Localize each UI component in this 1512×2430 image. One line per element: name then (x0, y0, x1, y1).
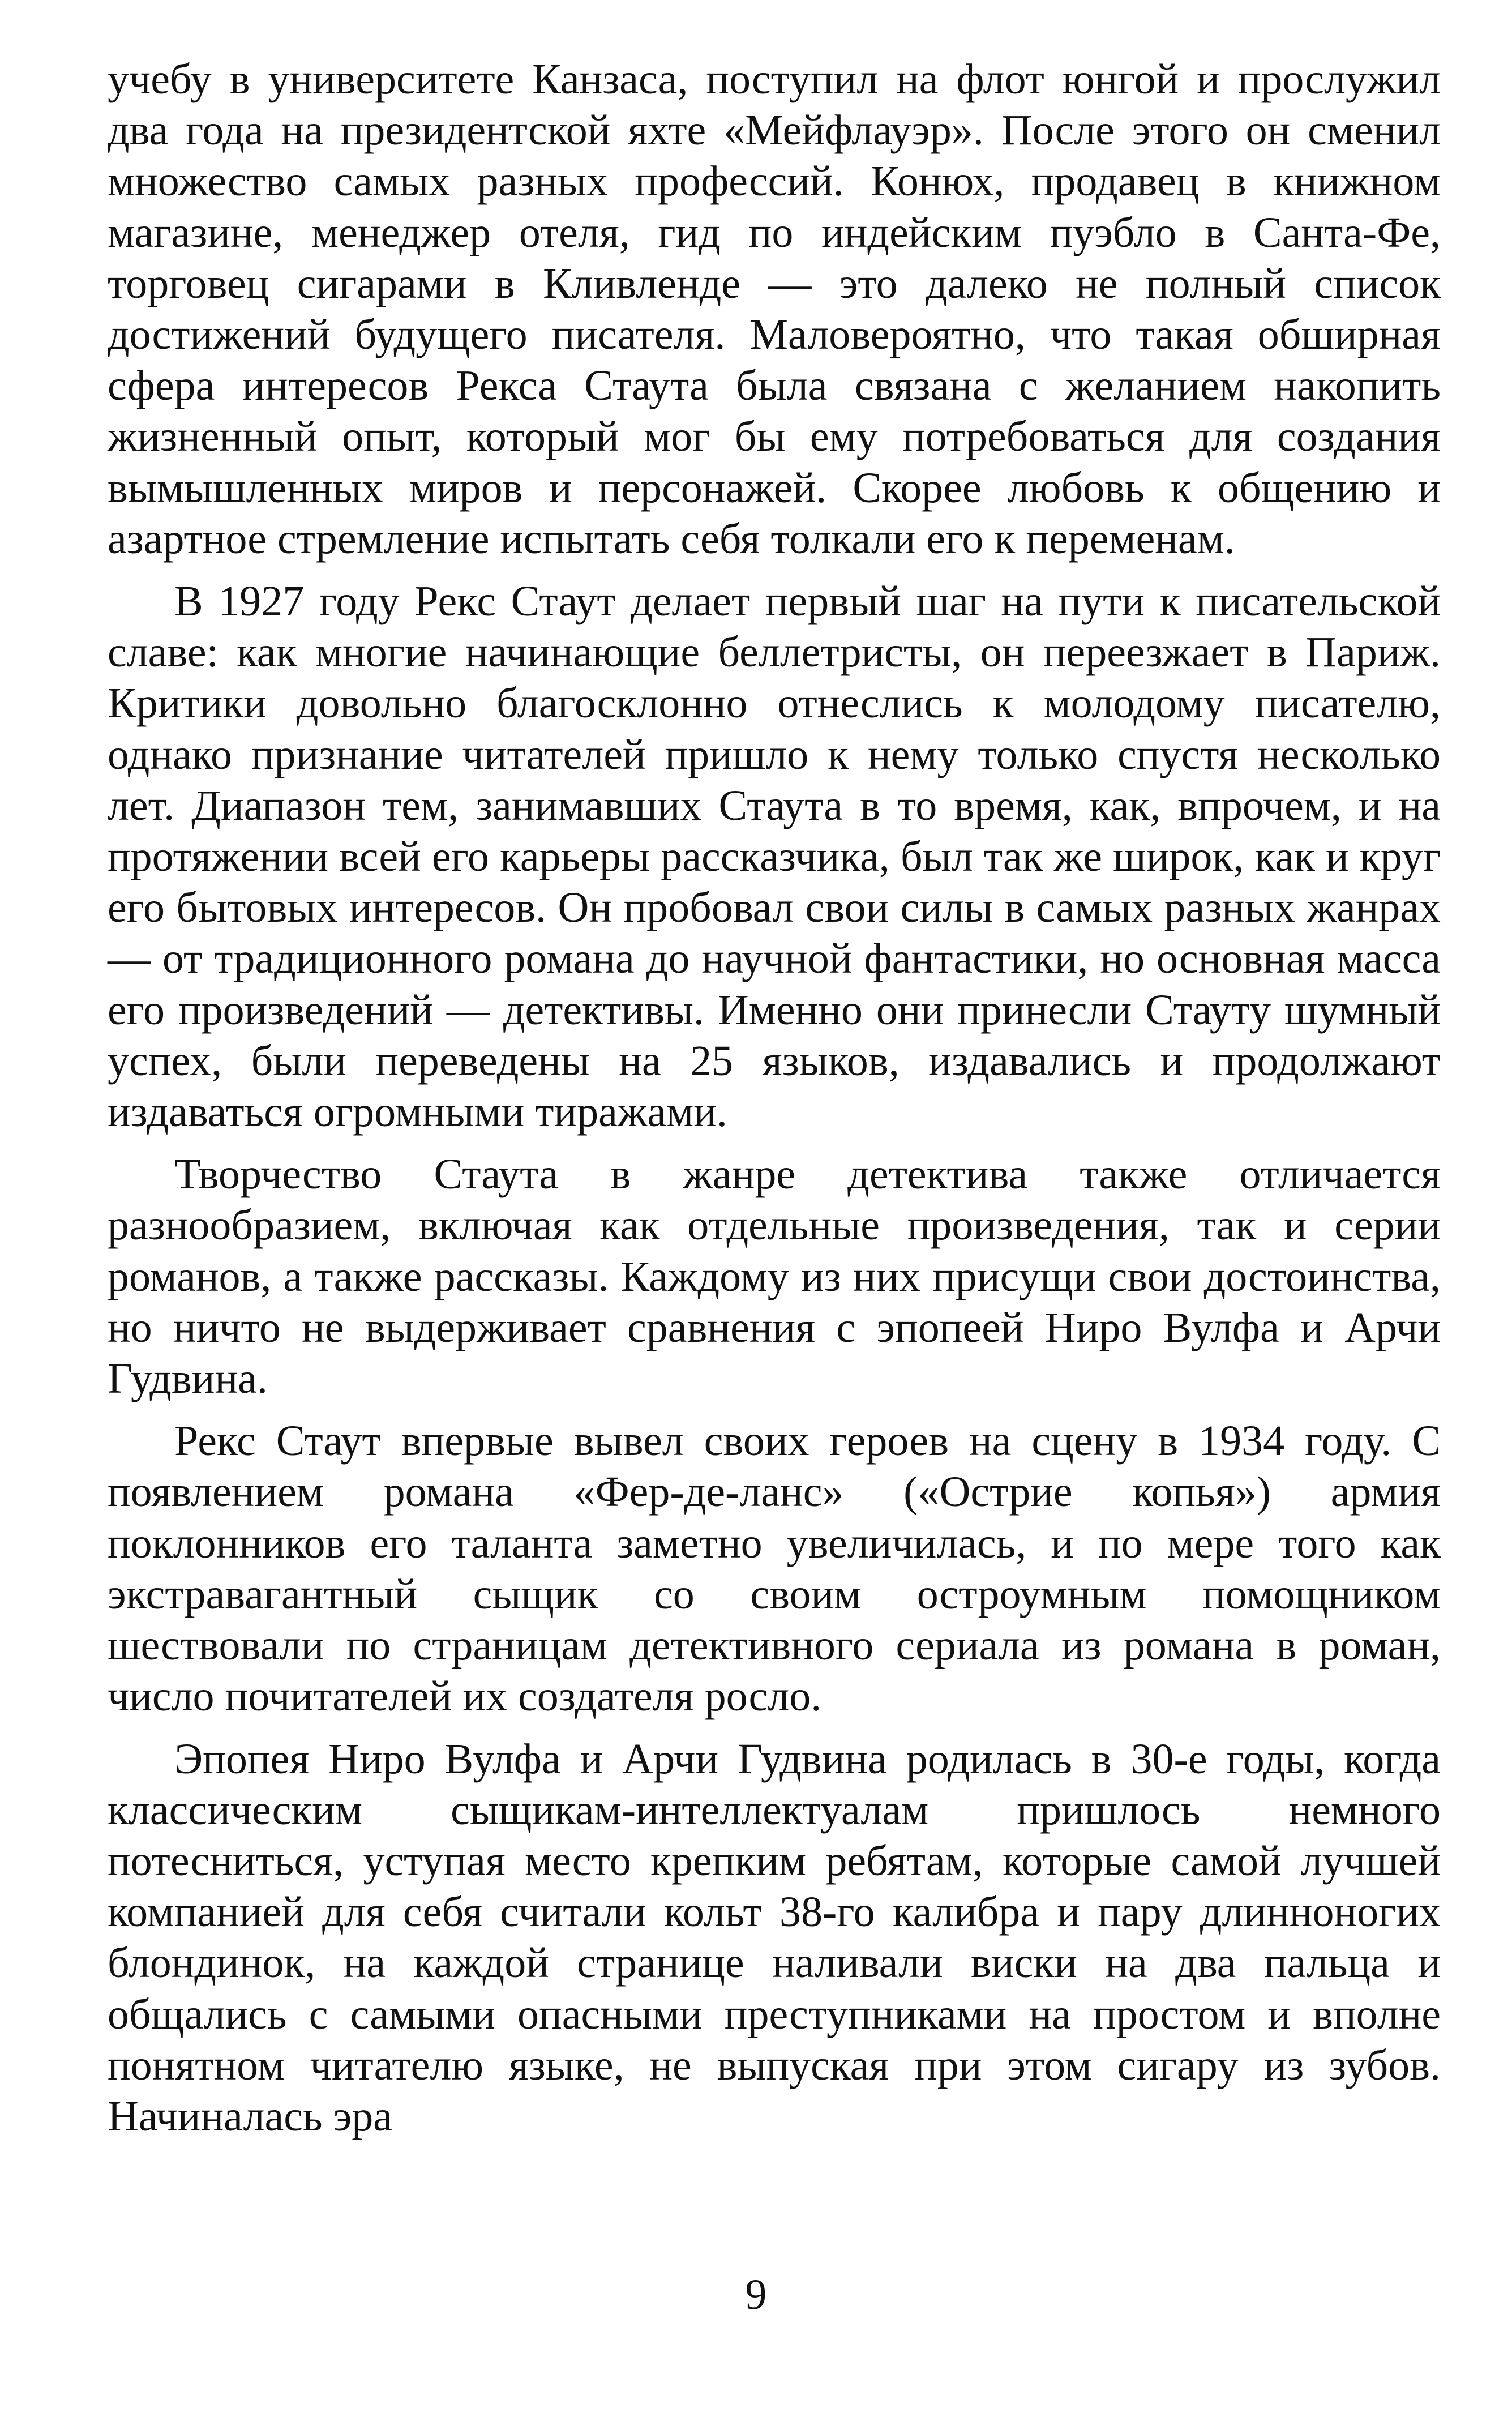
paragraph: учебу в университете Канзаса, поступил на флот юнгой и прослужил два года на президентской яхте «Мейфлауэр». После этого он сменил множество самых разных профессий. Конюх, продавец в книжном магазине, менеджер отеля, гид по индейским пуэбло в Санта-Фе, торговец сигарами в Кливленде — это далеко не полный список достижений будущего писателя. Маловероятно, что такая обширная сфера интересов Рекса Стаута была связана с желанием накопить жизненный опыт, который мог бы ему потребоваться для создания вымышленных миров и персонажей. Скорее любовь к общению и азартное стремление испытать себя толкали его к переменам. (108, 55, 1441, 563)
page-number: 9 (745, 2271, 767, 2318)
paragraph: В 1927 году Рекс Стаут делает первый шаг на пути к писательской славе: как многие начинающие беллетристы, он переезжает в Париж. Критики довольно благосклонно отнеслись к молодому писателю, однако признание читателей пришло к нему только спустя несколько лет. Диапазон тем, занимавших Стаута в то время, как, впрочем, и на протяжении всей его карьеры рассказчика, был так же широк, как и круг его бытовых интересов. Он пробовал свои силы в самых разных жанрах — от традиционного романа до научной фантастики, но основная масса его произведений — детективы. Именно они принесли Стауту шумный успех, были переведены на 25 языков, издавались и продолжают издаваться огромными тиражами. (108, 577, 1441, 1136)
paragraph: Рекс Стаут впервые вывел своих героев на сцену в 1934 году. С появлением романа «Фер-де-ланс» («Острие копья») армия поклонников его таланта заметно увеличилась, и по мере того как экстравагантный сыщик со своим остроумным помощником шествовали по страницам детективного сериала из романа в роман, число почитателей их создателя росло. (108, 1417, 1441, 1721)
paragraph: Эпопея Ниро Вулфа и Арчи Гудвина родилась в 30-е годы, когда классическим сыщикам-интеллектуалам пришлось немного потесниться, уступая место крепким ребятам, которые самой лучшей компанией для себя считали кольт 38-го калибра и пару длинноногих блондинок, на каждой странице наливали виски на два пальца и общались с самыми опасными преступниками на простом и вполне понятном читателю языке, не выпуская при этом сигару из зубов. Начиналась эра (108, 1735, 1441, 2140)
book-page-text (108, 54, 1441, 2153)
paragraph: Творчество Стаута в жанре детектива также отличается разнообразием, включая как отдельные произведения, так и серии романов, а также рассказы. Каждому из них присущи свои достоинства, но ничто не выдерживает сравнения с эпопеей Ниро Вулфа и Арчи Гудвина. (108, 1150, 1441, 1403)
